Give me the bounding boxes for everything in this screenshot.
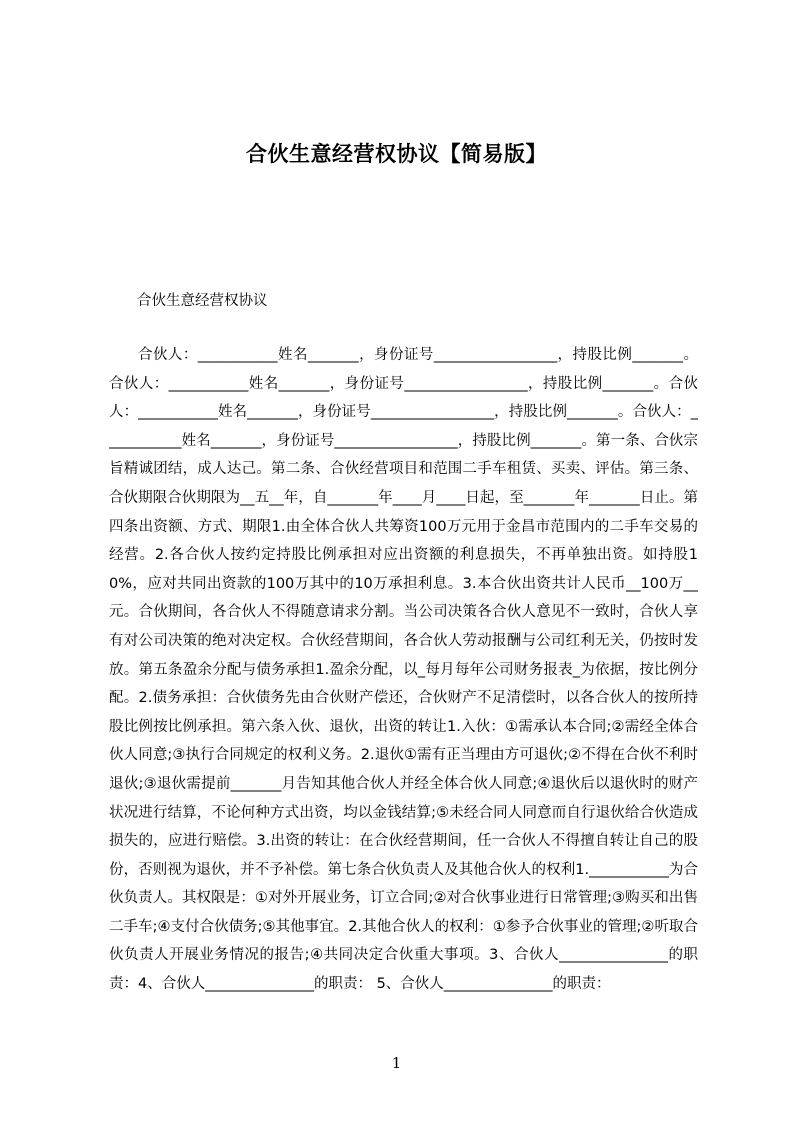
page-number: 1: [391, 1054, 402, 1072]
agreement-body-paragraph: 合伙人：___________姓名_______，身份证号_________________，持股比例_______。合伙人：___________姓名_______，身份证号_________________，持股比例_______。合伙人：___________姓名_______，身份证号_________________，持股比例_______。合伙人：___________姓名_______，身份证号_________________，持股比例_______。第一条、合伙宗旨精诚团结，成人达己。第二条、合伙经营项目和范围二手车租赁、买卖、评估。第三条、合伙期限合伙期限为__五__年，自_______年____月____日起，至_______年_______日止。第四条出资额、方式、期限1.由全体合伙人共筹资100万元用于金昌市范围内的二手车交易的经营。2.各合伙人按约定持股比例承担对应出资额的利息损失，不再单独出资。如持股10%，应对共同出资款的100万其中的10万承担利息。3.本合伙出资共计人民币__100万__元。合伙期间，各合伙人不得随意请求分割。当公司决策各合伙人意见不一致时，合伙人享有对公司决策的绝对决定权。合伙经营期间，各合伙人劳动报酬与公司红利无关，仍按时发放。第五条盈余分配与债务承担1.盈余分配，以_每月每年公司财务报表_为依据，按比例分配。2.债务承担：合伙债务先由合伙财产偿还，合伙财产不足清偿时，以各合伙人的按所持股比例按比例承担。第六条入伙、退伙，出资的转让1.入伙：①需承认本合同;②需经全体合伙人同意;③执行合同规定的权利义务。2.退伙①需有正当理由方可退伙;②不得在合伙不利时退伙;③退伙需提前_______月告知其他合伙人并经全体合伙人同意;④退伙后以退伙时的财产状况进行结算，不论何种方式出资，均以金钱结算;⑤未经合同人同意而自行退伙给合伙造成损失的，应进行赔偿。3.出资的转让：在合伙经营期间，任一合伙人不得擅自转让自己的股份，否则视为退伙，并不予补偿。第七条合伙负责人及其他合伙人的权利1.___________为合伙负责人。其权限是：①对外开展业务，订立合同;②对合伙事业进行日常管理;③购买和出售二手车;④支付合伙债务;⑤其他事宜。2.其他合伙人的权利：①参予合伙事业的管理;②听取合伙负责人开展业务情况的报告;④共同决定合伙重大事项。3、合伙人_______________的职责：4、合伙人_______________的职责： 5、合伙人_______________的职责：: [109, 347, 698, 993]
document-subtitle: 合伙生意经营权协议: [137, 293, 268, 309]
document-title: 合伙生意经营权协议【简易版】: [246, 142, 547, 166]
